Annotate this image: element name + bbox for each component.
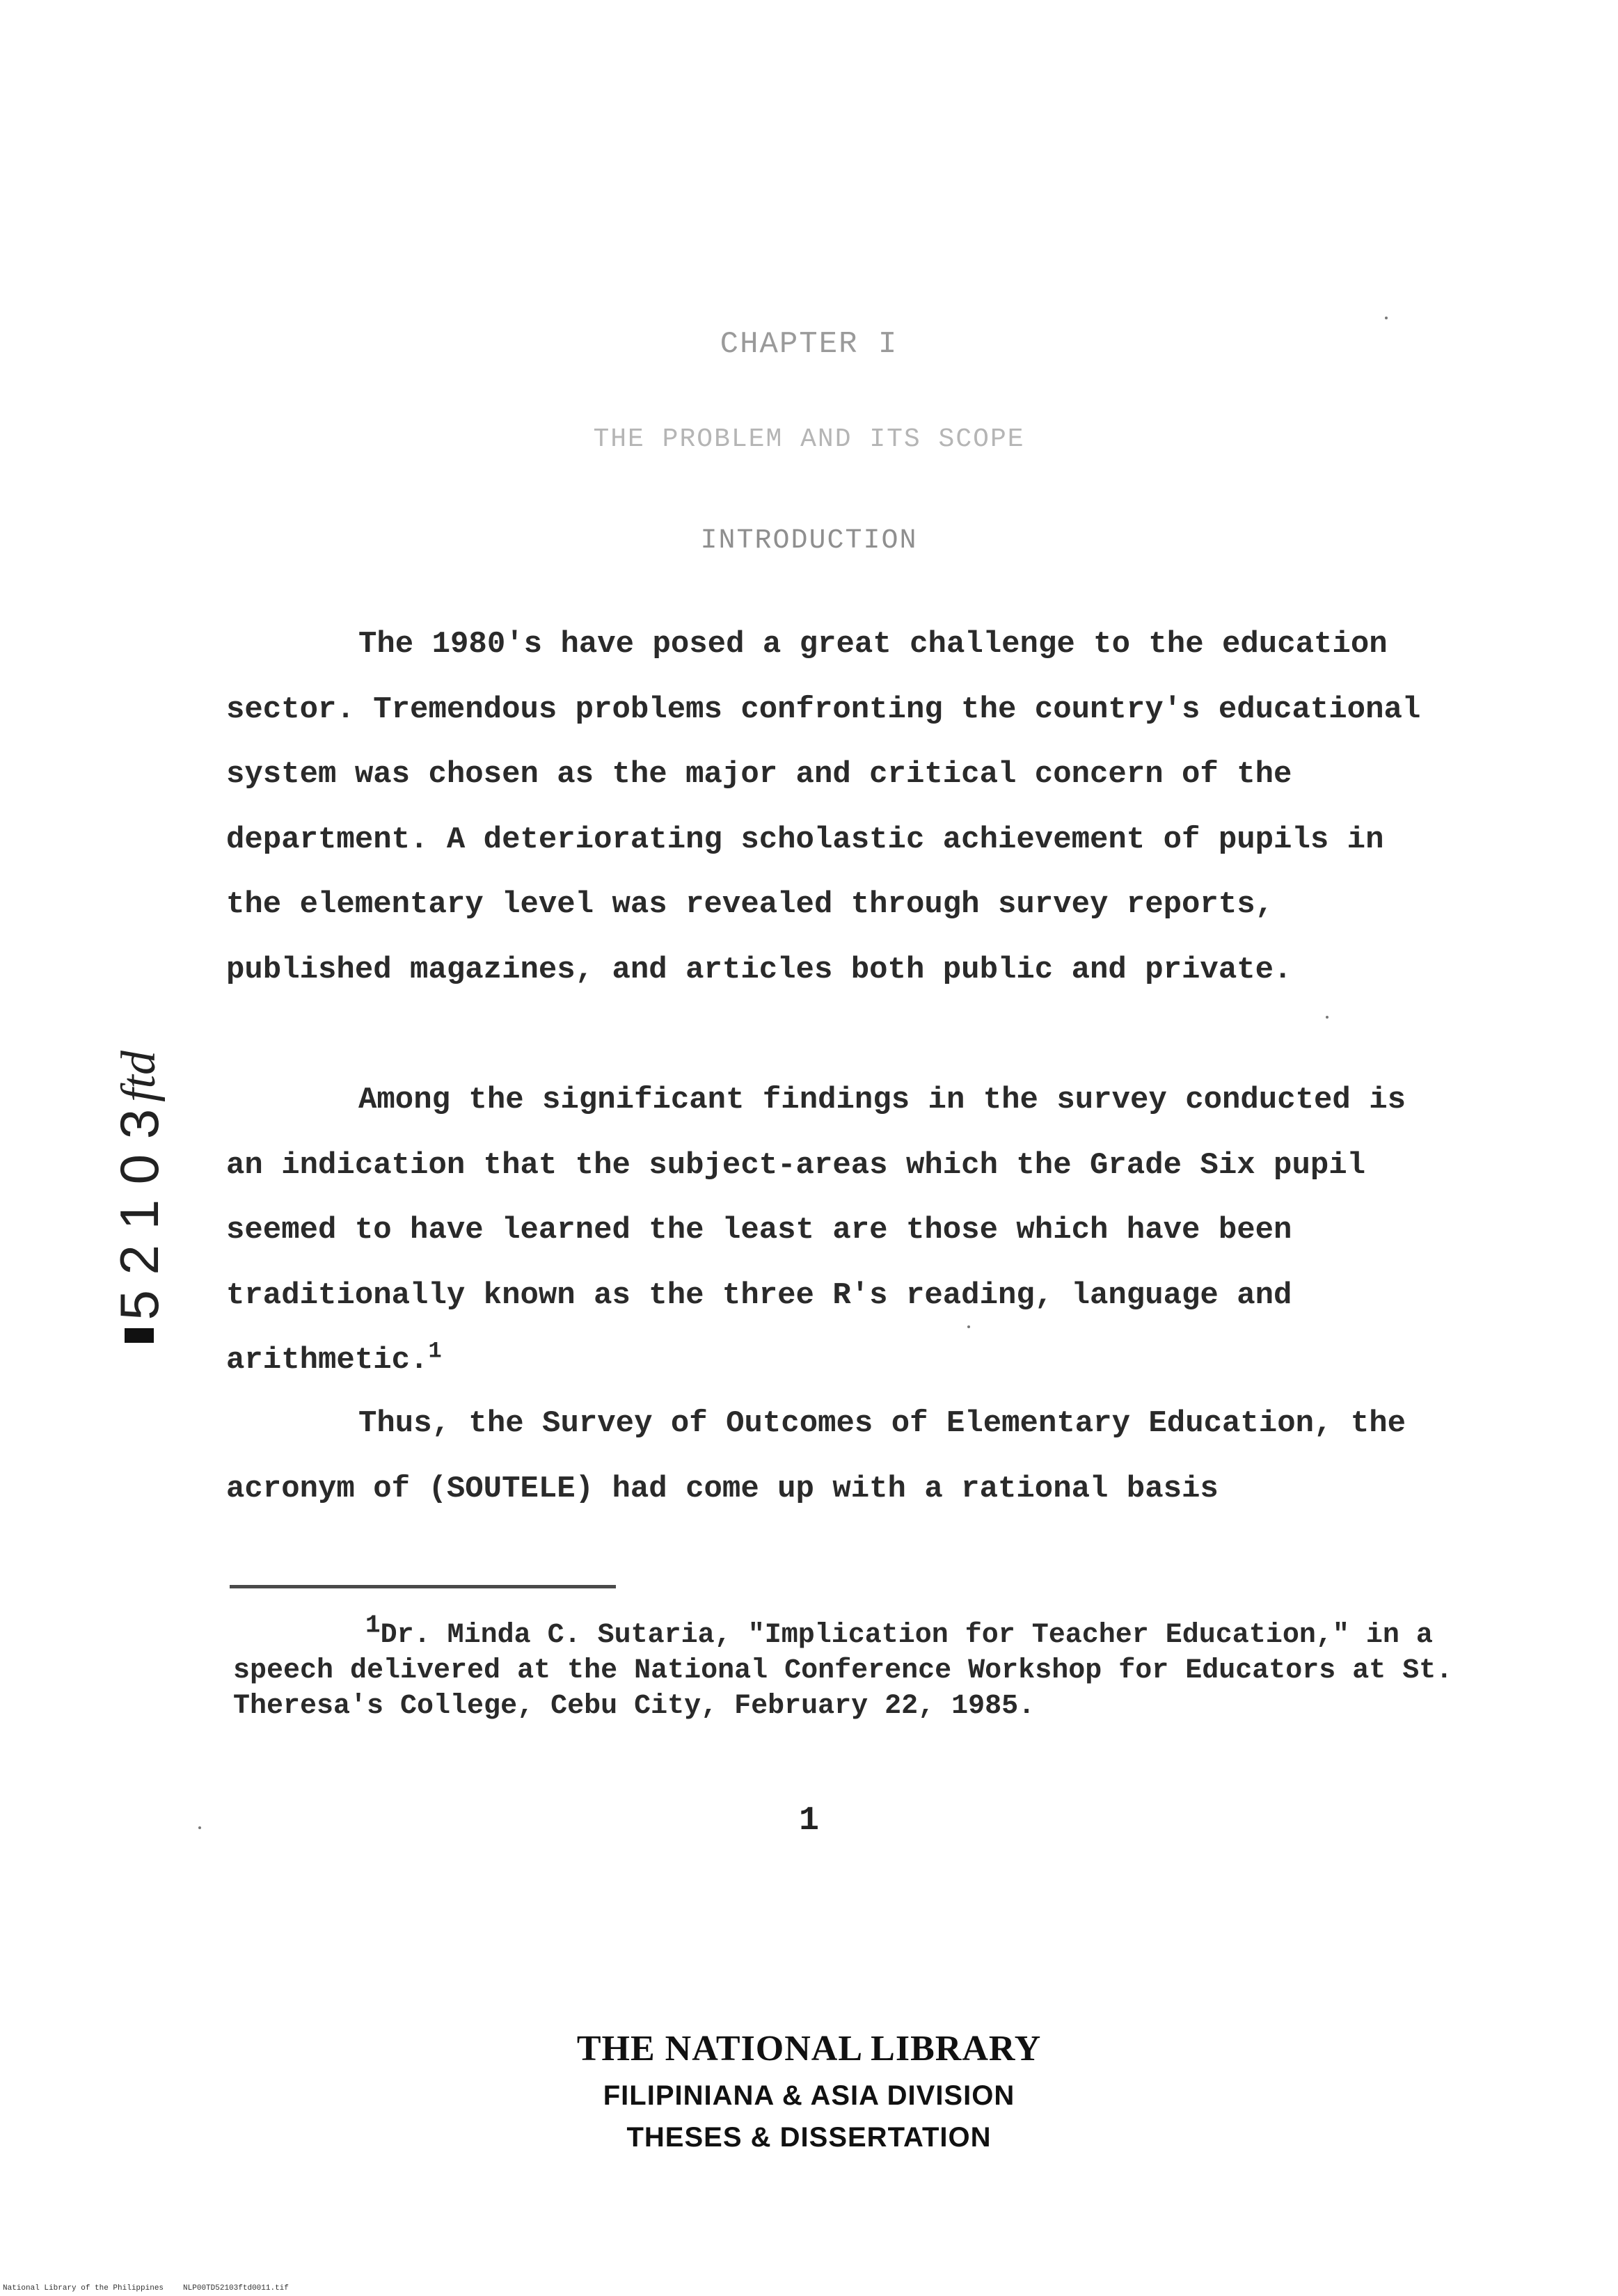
accession-number: 5 2 1 0 3: [108, 1108, 170, 1321]
library-stamp-line-2: FILIPINIANA & ASIA DIVISION: [603, 2080, 1015, 2111]
paragraph-text: The 1980's have posed a great challenge to the education sector. Tremendous problems confronting the country's educational system was chosen as the major and critical concern of the department. A deteriorating scholastic achievement of pupils in the elementary level was revealed through survey reports, published magazines, and articles both public and private.: [226, 627, 1421, 987]
problem-heading: THE PROBLEM AND ITS SCOPE: [593, 424, 1025, 454]
chapter-heading: CHAPTER I: [720, 327, 898, 362]
paragraph-text: Thus, the Survey of Outcomes of Elementary Education, the acronym of (SOUTELE) had come up with a rational basis: [226, 1406, 1406, 1506]
scan-speck: [1385, 317, 1388, 319]
footnote-reference: 1: [428, 1338, 442, 1364]
footer-filename: NLP00TD52103ftd0011.tif: [183, 2284, 289, 2293]
accession-annotation: [97, 1051, 181, 1343]
body-paragraph-3: [226, 1392, 1423, 1522]
scan-footer: [3, 2284, 289, 2293]
scan-speck: [1326, 1016, 1328, 1019]
library-stamp-line-3: THESES & DISSERTATION: [626, 2122, 992, 2153]
paragraph-text: Among the significant findings in the survey conducted is an indication that the subject-areas which the Grade Six pupil seemed to have learned the least are those which have been traditionally known as the three R's reading, language and arithmetic.: [226, 1083, 1406, 1378]
footnote-divider: [230, 1585, 616, 1588]
body-paragraph-1: [226, 612, 1423, 1003]
footer-institution: National Library of the Philippines: [3, 2284, 164, 2293]
paragraph-with-footnote: [226, 1068, 1423, 1394]
accession-suffix: ftd: [112, 1051, 166, 1102]
scan-speck: [967, 1325, 970, 1328]
footnote-text: Dr. Minda C. Sutaria, "Implication for Teacher Education," in a speech delivered at the National Conference Workshop for Educators at St. Theresa's College, Cebu City, February 22, 1985.: [233, 1620, 1470, 1722]
page-number: 1: [799, 1802, 819, 1840]
scan-speck: [198, 1826, 201, 1829]
body-paragraph-2: [226, 1068, 1423, 1394]
introduction-heading: INTRODUCTION: [700, 525, 918, 557]
footnote: [233, 1611, 1470, 1724]
library-stamp-line-1: THE NATIONAL LIBRARY: [576, 2029, 1042, 2068]
marker-block-icon: [125, 1329, 154, 1344]
footnote-number: 1: [365, 1611, 381, 1640]
